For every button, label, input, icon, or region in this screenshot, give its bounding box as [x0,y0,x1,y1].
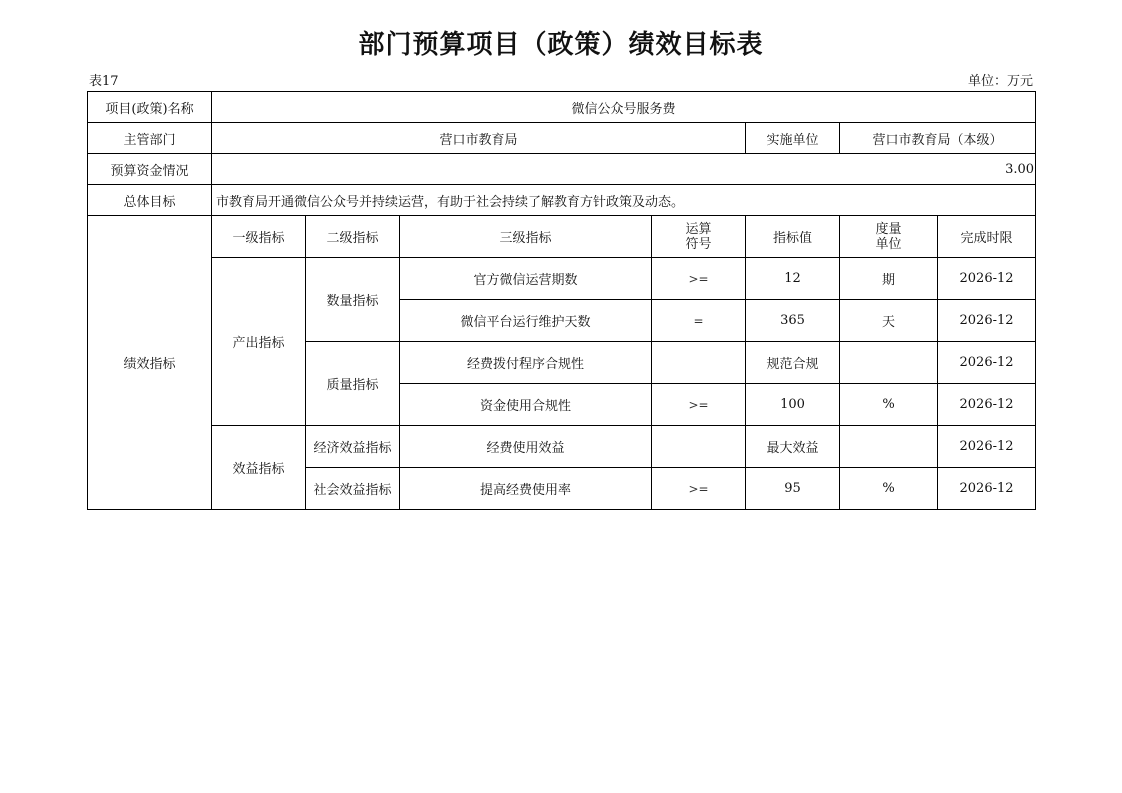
indicator-unit [840,426,938,468]
indicator-deadline: 2026-12 [938,426,1036,468]
col-header-op-line1: 运算 [685,221,712,237]
indicator-deadline: 2026-12 [938,384,1036,426]
indicator-deadline: 2026-12 [938,300,1036,342]
indicator-name: 经费使用效益 [400,426,652,468]
project-name-label: 项目(政策)名称 [88,92,212,123]
group-output: 产出指标 [212,258,306,426]
indicator-name: 提高经费使用率 [400,468,652,510]
impl-unit-value: 营口市教育局（本级） [840,123,1036,154]
indicator-op [652,426,746,468]
table-row [88,154,1036,185]
col-header-deadline: 完成时限 [938,216,1036,258]
table-row [88,92,1036,123]
indicator-op: >= [652,468,746,510]
indicator-deadline: 2026-12 [938,258,1036,300]
indicator-unit [840,342,938,384]
indicator-value: 12 [746,258,840,300]
indicator-value: 365 [746,300,840,342]
dept-label: 主管部门 [88,123,212,154]
indicator-name: 经费拨付程序合规性 [400,342,652,384]
col-header-unit-line1: 度量 [875,221,902,237]
group-benefit: 效益指标 [212,426,306,510]
col-header-op-line2: 符号 [685,236,712,252]
col-header-level3: 三级指标 [400,216,652,258]
col-header-level1: 一级指标 [212,216,306,258]
budget-value: 3.00 [212,154,1036,185]
perf-label: 绩效指标 [88,216,212,510]
indicator-deadline: 2026-12 [938,468,1036,510]
indicator-unit: 期 [840,258,938,300]
group-social: 社会效益指标 [306,468,400,510]
goal-label: 总体目标 [88,185,212,216]
col-header-level2: 二级指标 [306,216,400,258]
indicator-name: 微信平台运行维护天数 [400,300,652,342]
group-economic: 经济效益指标 [306,426,400,468]
page-title: 部门预算项目（政策）绩效目标表 [358,30,764,60]
indicator-value: 最大效益 [746,426,840,468]
table-row [88,123,1036,154]
budget-label: 预算资金情况 [88,154,212,185]
impl-unit-label: 实施单位 [746,123,840,154]
indicator-op: = [652,300,746,342]
indicator-op [652,342,746,384]
table-number: 表17 [89,74,119,89]
table-row [88,185,1036,216]
table-row [88,258,1036,300]
performance-table [87,91,1036,510]
indicator-value: 95 [746,468,840,510]
indicator-name: 官方微信运营期数 [400,258,652,300]
indicator-value: 100 [746,384,840,426]
goal-value: 市教育局开通微信公众号并持续运营，有助于社会持续了解教育方针政策及动态。 [212,185,1036,216]
col-header-unit-line2: 单位 [875,236,902,252]
table-row [88,426,1036,468]
group-quality: 质量指标 [306,342,400,426]
indicator-value: 规范合规 [746,342,840,384]
col-header-op [652,216,746,258]
group-quantity: 数量指标 [306,258,400,342]
project-name-value: 微信公众号服务费 [212,92,1036,123]
indicator-deadline: 2026-12 [938,342,1036,384]
unit-label: 单位：万元 [967,74,1033,89]
indicator-unit: % [840,468,938,510]
indicator-op: >= [652,258,746,300]
dept-value: 营口市教育局 [212,123,746,154]
indicator-op: >= [652,384,746,426]
col-header-unit [840,216,938,258]
table-header-row [88,216,1036,258]
indicator-unit: % [840,384,938,426]
col-header-value: 指标值 [746,216,840,258]
indicator-name: 资金使用合规性 [400,384,652,426]
indicator-unit: 天 [840,300,938,342]
